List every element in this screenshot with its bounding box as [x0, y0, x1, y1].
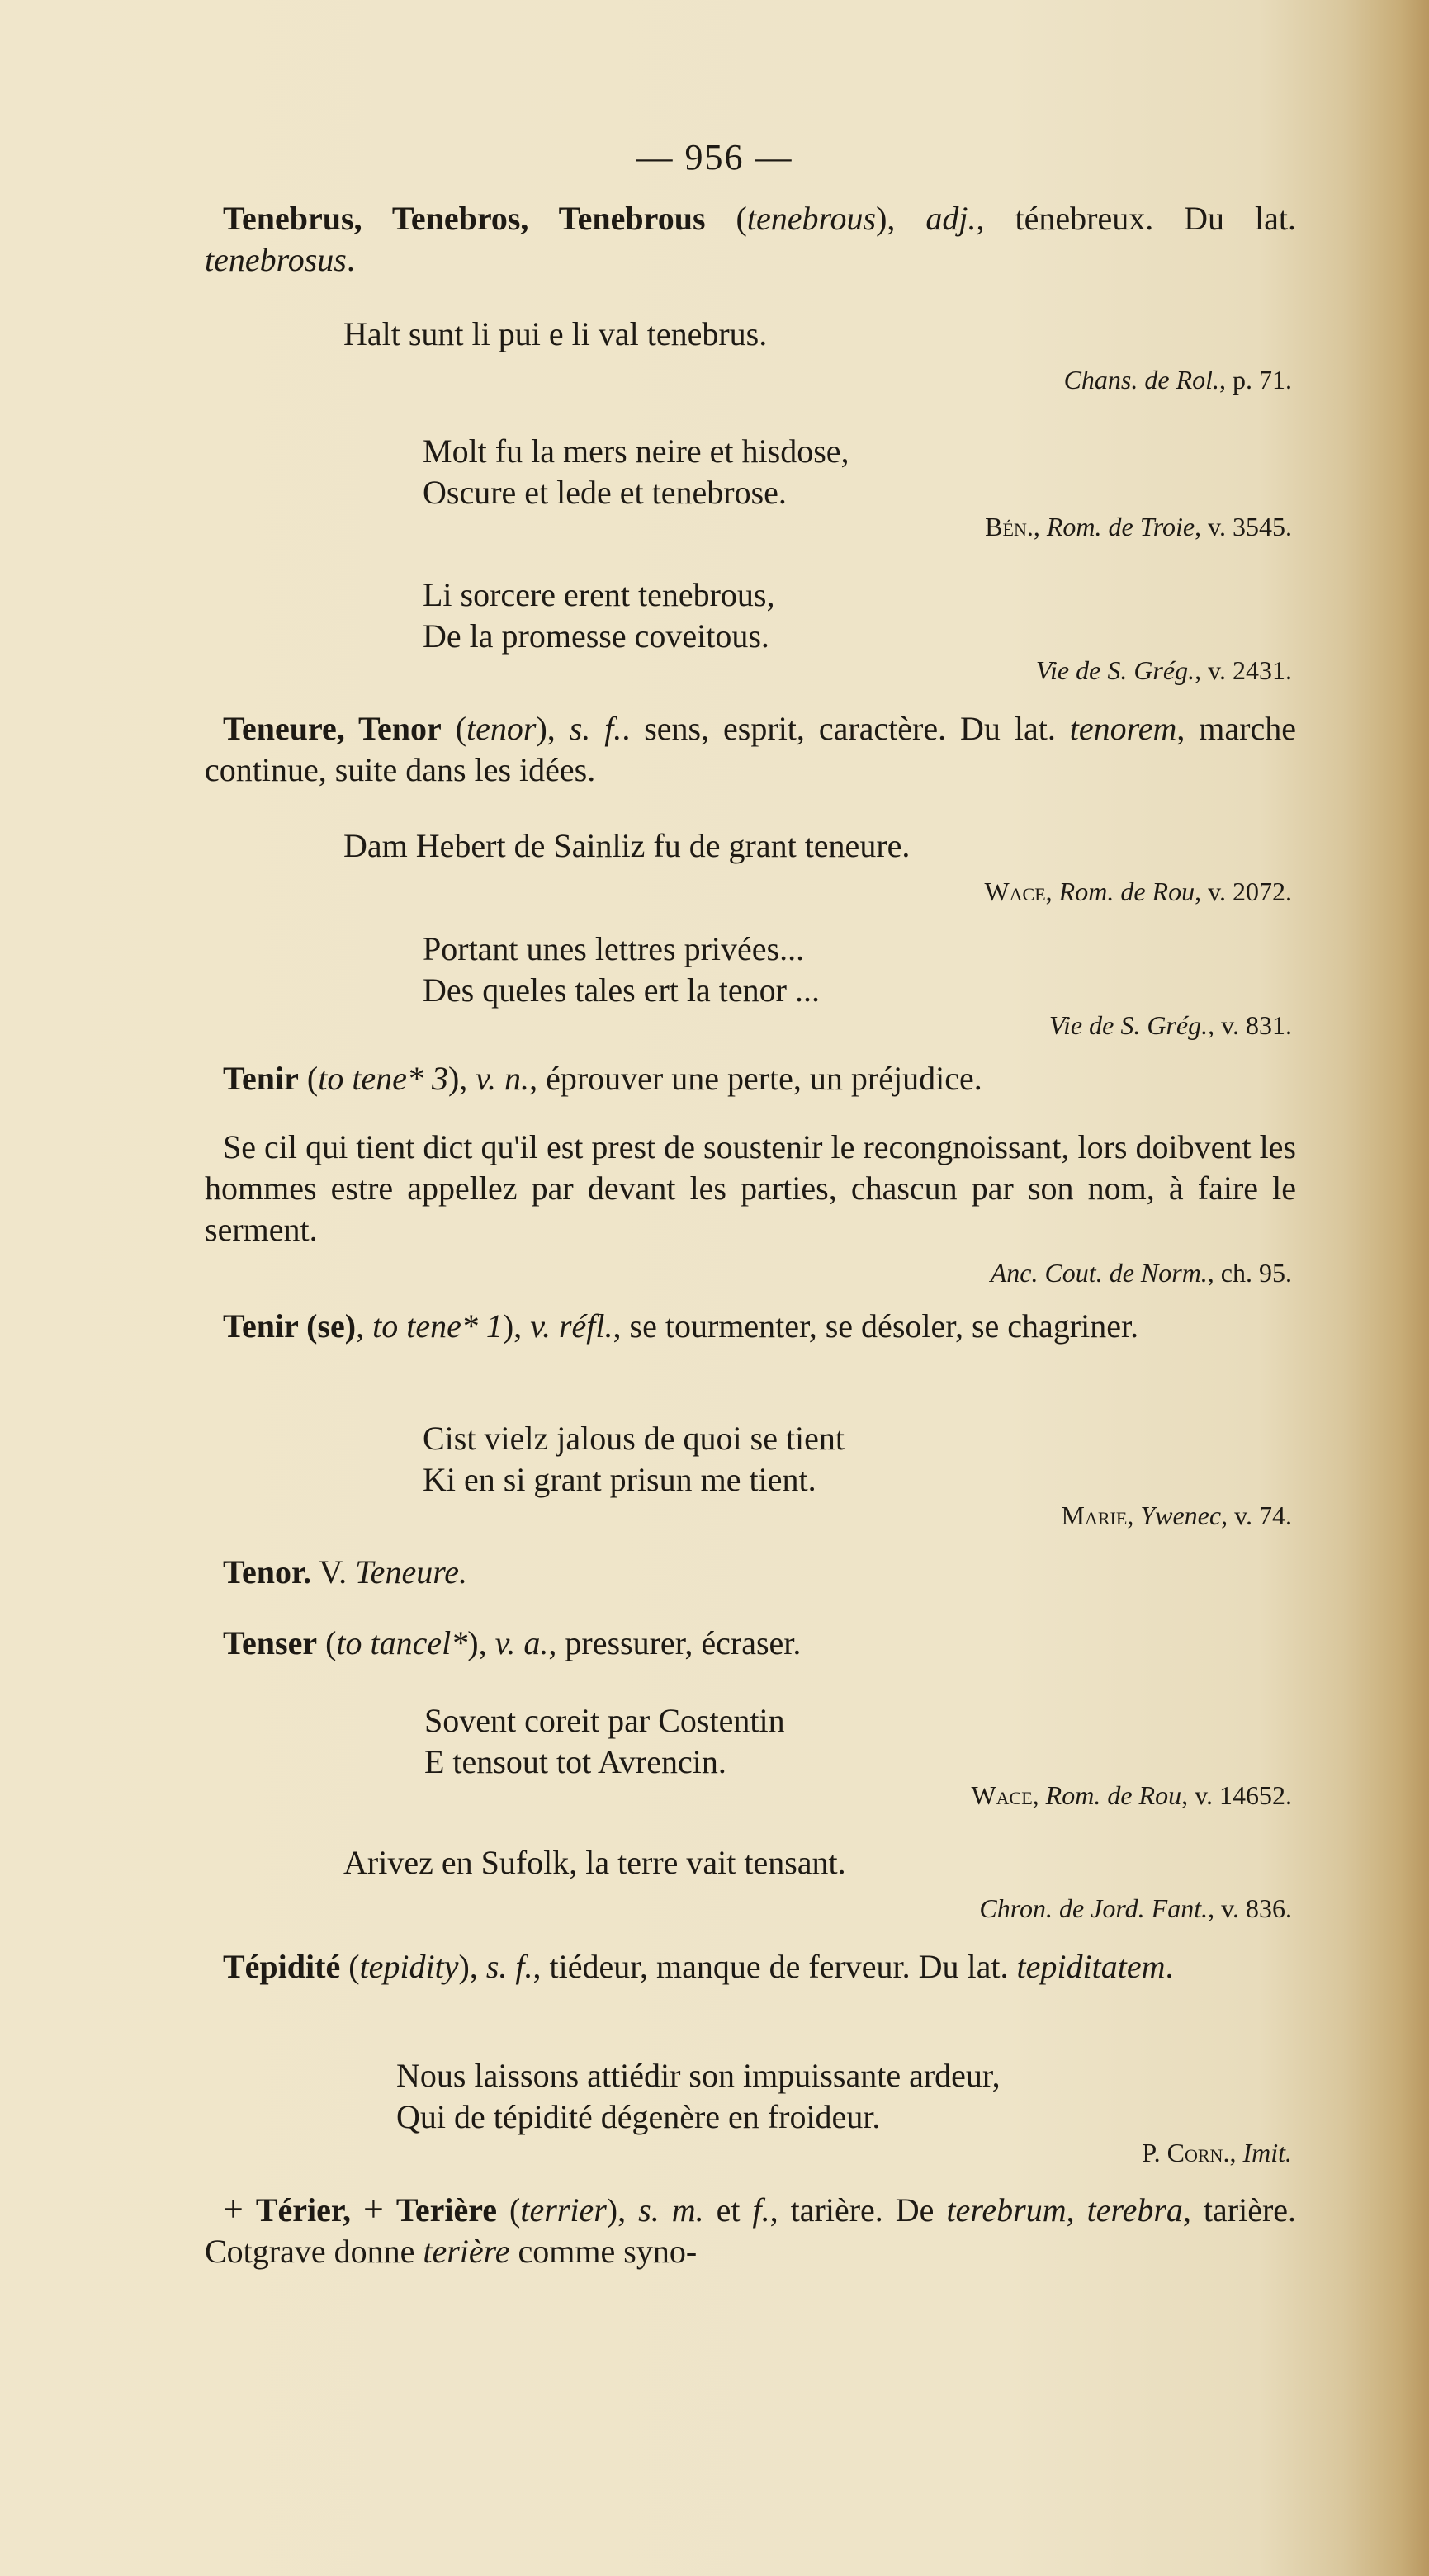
etymology-word: terière — [423, 2233, 510, 2270]
conjunction: et — [716, 2191, 741, 2229]
citation-title: Chans. de Rol. — [1063, 365, 1219, 395]
entry-tenir-se: Tenir (se), to tene* 1), v. réfl., se tourmenter, se désoler, se chagriner. — [223, 1307, 1139, 1345]
headword: Térier, — [255, 2191, 351, 2229]
citation — [1049, 1009, 1292, 1042]
citation-locus: , v. 2072. — [1195, 877, 1292, 906]
citation — [1062, 1499, 1292, 1532]
citation-title: Imit. — [1242, 2138, 1292, 2167]
verse-line: Qui de tépidité dégenère en froideur. — [396, 2098, 881, 2135]
citation — [984, 875, 1292, 908]
part-of-speech: v. n. — [476, 1060, 530, 1097]
definition: , tiédeur, manque de ferveur. Du lat. — [532, 1948, 1009, 1985]
citation — [971, 1779, 1292, 1812]
part-of-speech: v. réfl. — [530, 1307, 613, 1345]
quotation — [343, 314, 767, 355]
citation-title: Yweneс — [1140, 1501, 1222, 1530]
citation-separator: , — [1033, 512, 1047, 541]
verse-line: Portant unes lettres privées... — [423, 930, 805, 967]
quotation — [424, 1700, 785, 1783]
etymology-suffix: , marche continue, suite dans les idées. — [205, 710, 1296, 788]
entry-tenser: Tenser (to tancel*), v. a., pressurer, écraser. — [223, 1624, 802, 1661]
citation-locus: , v. 74. — [1221, 1501, 1292, 1530]
citation-locus: , v. 831. — [1208, 1010, 1292, 1040]
etymology-word: tepiditatem — [1016, 1948, 1166, 1985]
verse-line: Cist vielz jalous de quoi se tient — [423, 1420, 845, 1457]
citation-author: Wace — [984, 877, 1046, 906]
verse-line: Nous laissons attiédir son impuissante ardeur, — [396, 2057, 1001, 2094]
citation-title: Rom. de Troie — [1046, 512, 1195, 541]
verse-line: Arivez en Sufolk, la terre vait tensant. — [343, 1844, 846, 1881]
citation-locus: , ch. 95. — [1207, 1258, 1292, 1288]
verse-line: Ki en si grant prisun me tient. — [423, 1461, 816, 1498]
english-equivalent: tenebrous — [746, 200, 877, 237]
verse-line: E tensout tot Avrencin. — [424, 1743, 726, 1780]
headword: Tenir — [223, 1060, 299, 1097]
citation — [1142, 2136, 1292, 2169]
citation-author: Marie — [1061, 1501, 1128, 1530]
part-of-speech: v. a. — [494, 1624, 549, 1661]
etymology-suffix: . — [1165, 1948, 1174, 1985]
entry-teneure: Teneure, Tenor (tenor), s. f.. sens, esprit, caractère. Du lat. tenorem, marche continue, suite dans les idées. — [205, 710, 1296, 788]
citation-locus: , v. 836. — [1208, 1893, 1292, 1923]
citation-title: Rom. de Rou — [1045, 1780, 1182, 1810]
verse-line: Sovent coreit par Costentin — [424, 1702, 785, 1739]
citation-author: Bén. — [985, 512, 1034, 541]
entry-tenebrus: Tenebrus, Tenebros, Tenebrous (tenebrous), adj., ténebreux. Du lat. tenebrosus. — [205, 200, 1297, 278]
see-link[interactable]: Teneure. — [355, 1553, 468, 1591]
etymology-prefix: Du lat. — [1184, 200, 1297, 237]
definition: , pressurer, écraser. — [548, 1624, 802, 1661]
definition: , éprouver une perte, un préjudice. — [529, 1060, 982, 1097]
verse-line: De la promesse coveitous. — [423, 617, 769, 655]
etymology-word: terebra — [1086, 2191, 1183, 2229]
citation-separator: , — [1032, 1780, 1046, 1810]
quotation — [343, 1842, 846, 1884]
verse-line: Des queles tales ert la tenor ... — [423, 971, 820, 1009]
page-number: — 956 — — [636, 137, 793, 177]
etymology-suffix: . — [346, 241, 355, 278]
separator: , — [1066, 2191, 1075, 2229]
definition-rest: comme syno- — [518, 2233, 698, 2270]
citation-author: Corn. — [1166, 2138, 1230, 2167]
definition: , ténebreux. — [976, 200, 1154, 237]
citation — [985, 510, 1292, 543]
english-equivalent: tenor — [466, 710, 537, 747]
citation-separator: , — [1229, 2138, 1243, 2167]
headword: Tépidité — [223, 1948, 341, 1985]
definition: . sens, esprit, caractère. Du lat. — [622, 710, 1056, 747]
etymology-word: tenebrosus — [205, 241, 347, 278]
entry-terier: + Térier, + Terière (terrier), s. m. et f., tarière. De terebrum, terebra, tarière. Cotgrave donne terière comme syno- — [205, 2189, 1297, 2270]
citation-title: Rom. de Rou — [1058, 877, 1195, 906]
entry-tepidite: Tépidité (tepidity), s. f., tiédeur, manque de ferveur. Du lat. tepiditatem. — [223, 1948, 1174, 1985]
entry-tenor-crossref — [205, 1552, 1296, 1593]
verse-line: Oscure et lede et tenebrose. — [423, 474, 787, 511]
headword: Tenor. — [223, 1553, 312, 1591]
english-equivalent: to tancel* — [336, 1624, 468, 1661]
citation — [991, 1256, 1292, 1289]
citation-locus: , v. 2431. — [1195, 655, 1292, 685]
citation-separator: , — [1045, 877, 1059, 906]
citation-title: Vie de S. Grég. — [1048, 1010, 1209, 1040]
citation-separator: , — [1127, 1501, 1141, 1530]
part-of-speech: f. — [752, 2191, 770, 2229]
quotation — [396, 2055, 1001, 2138]
part-of-speech: s. f. — [485, 1948, 533, 1985]
definition: , se tourmenter, se désoler, se chagriner. — [613, 1307, 1139, 1345]
quotation — [423, 574, 774, 657]
citation — [1036, 654, 1292, 687]
english-equivalent: to tene* 3 — [318, 1060, 448, 1097]
headword: Teneure, Tenor — [223, 710, 442, 747]
quotation — [423, 929, 820, 1011]
entry-tenir: Tenir (to tene* 3), v. n., éprouver une perte, un préjudice. — [223, 1060, 982, 1097]
citation-locus: , v. 14652. — [1181, 1780, 1292, 1810]
citation — [979, 1892, 1292, 1925]
citation-locus: , v. 3545. — [1195, 512, 1292, 541]
english-equivalent: tepidity — [359, 1948, 459, 1985]
part-of-speech: s. m. — [638, 2191, 704, 2229]
prose-quotation: Se cil qui tient dict qu'il est prest de soustenir le recongnoissant, lors doibvent les hommes estre appellez par devant les parties, chascun par son nom, à faire le serment. — [205, 1128, 1296, 1248]
english-equivalent: terrier — [520, 2191, 607, 2229]
quotation — [343, 825, 910, 867]
cross-mark-icon: + — [363, 2189, 384, 2229]
verse-line: Li sorcere erent tenebrous, — [423, 576, 775, 613]
see-prefix: V. — [319, 1553, 348, 1591]
definition: , tarière. De — [769, 2191, 935, 2229]
verse-line: Dam Hebert de Sainliz fu de grant teneure. — [343, 827, 911, 864]
headword: Tenir (se) — [223, 1307, 357, 1345]
citation-title: Chron. de Jord. Fant. — [979, 1893, 1209, 1923]
headword: Tenebrus, Tenebros, Tenebrous — [223, 200, 706, 237]
part-of-speech: adj. — [925, 200, 977, 237]
headword: Tenser — [223, 1624, 318, 1661]
quotation — [423, 431, 849, 513]
citation-author: Wace — [971, 1780, 1033, 1810]
verse-line: Molt fu la mers neire et hisdose, — [423, 432, 849, 470]
part-of-speech: s. f. — [569, 710, 622, 747]
cross-mark-icon: + — [223, 2189, 244, 2229]
etymology-word: tenorem — [1069, 710, 1177, 747]
citation-title: Vie de S. Grég. — [1035, 655, 1195, 685]
headword: Terière — [395, 2191, 498, 2229]
citation — [1064, 363, 1292, 396]
verse-line: Halt sunt li pui e li val tenebrus. — [343, 315, 768, 352]
citation-title: Anc. Cout. de Norm. — [990, 1258, 1208, 1288]
quotation — [423, 1418, 845, 1501]
citation-locus: , p. 71. — [1219, 365, 1292, 395]
etymology-word: terebrum — [946, 2191, 1067, 2229]
definition-rest: , tarière. Cotgrave donne — [205, 2191, 1297, 2270]
english-equivalent: to tene* 1 — [372, 1307, 503, 1345]
citation-initial: P. — [1142, 2138, 1167, 2167]
